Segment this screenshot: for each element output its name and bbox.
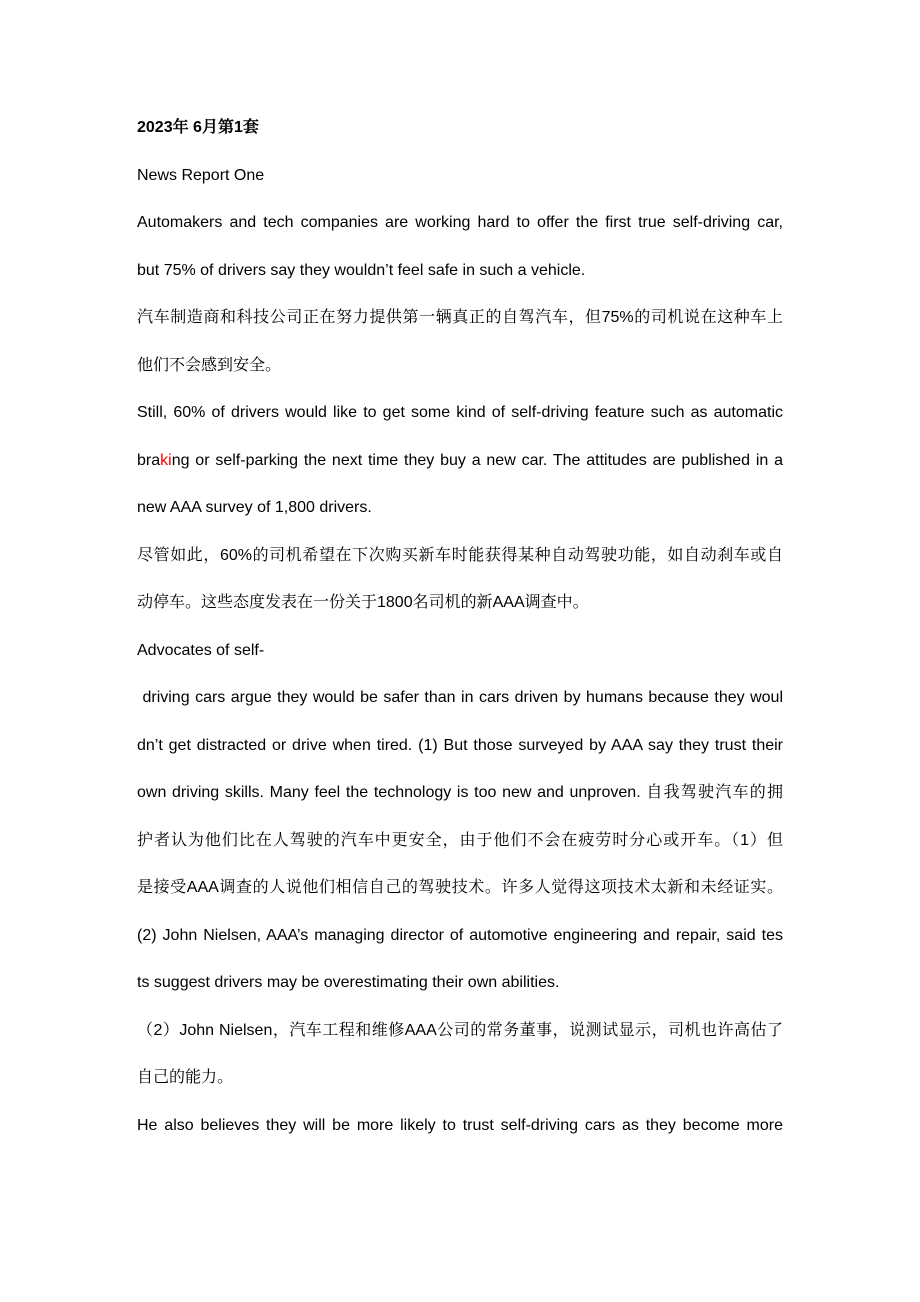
- text-segment: new AAA survey of 1,800 drivers.: [137, 499, 372, 516]
- text-segment: 是接受AAA调查的人说他们相信自己的驾驶技术。许多人觉得这项技术太新和未经证实。: [137, 879, 783, 896]
- text-segment: 他们不会感到安全。: [137, 356, 282, 374]
- text-segment: 护者认为他们比在人驾驶的汽车中更安全，由于他们不会在疲劳时分心或开车。（1）但: [137, 831, 783, 849]
- text-segment: ts suggest drivers may be overestimating their own abilities.: [137, 974, 560, 991]
- text-segment: driving cars argue they would be safer than in cars driven by humans because they woul: [137, 689, 783, 706]
- text-segment: 2023年 6月第1套: [137, 119, 259, 136]
- text-line: [137, 484, 783, 532]
- text-line: [137, 247, 783, 295]
- text-segment: He also believes they will be more likely to trust self-driving cars as they become more: [137, 1116, 783, 1134]
- text-line: [137, 864, 783, 912]
- text-segment: but 75% of drivers say they wouldn’t feel safe in such a vehicle.: [137, 261, 586, 279]
- text-line: [137, 389, 783, 437]
- text-segment: 自己的能力。: [137, 1069, 234, 1086]
- text-line: [137, 627, 783, 675]
- document-title-line: [137, 104, 783, 152]
- text-segment: Automakers and tech companies are working hard to offer the first true self-driving car,: [137, 214, 783, 231]
- text-line: [137, 769, 783, 817]
- text-line: [137, 722, 783, 770]
- text-line: [137, 532, 783, 580]
- text-line: [137, 674, 783, 722]
- text-line: [137, 1054, 783, 1102]
- text-segment: own driving skills. Many feel the technology is too new and unproven. 自我驾驶汽车的拥: [137, 784, 783, 801]
- text-line: [137, 199, 783, 247]
- text-line: [137, 579, 783, 627]
- text-line: [137, 437, 783, 485]
- text-segment: 汽车制造商和科技公司正在努力提供第一辆真正的自驾汽车，但75%的司机说在这种车上: [137, 309, 783, 326]
- text-segment: ng or self-parking the next time they buy a new car. The attitudes are published in a: [171, 451, 783, 469]
- text-line: [137, 294, 783, 342]
- text-line: [137, 1007, 783, 1055]
- document-page: [137, 104, 783, 1149]
- text-segment: bra: [137, 451, 161, 469]
- text-line: [137, 342, 783, 390]
- highlighted-text: ki: [160, 451, 172, 469]
- text-line: [137, 1102, 783, 1150]
- text-segment: 动停车。这些态度发表在一份关于1800名司机的新AAA调查中。: [137, 594, 589, 611]
- text-segment: dn’t get distracted or drive when tired. (1) But those surveyed by AAA say they trust their: [137, 736, 783, 754]
- text-segment: 尽管如此，60%的司机希望在下次购买新车时能获得某种自动驾驶功能，如自动刹车或自: [137, 546, 783, 564]
- text-line: [137, 912, 783, 960]
- text-segment: News Report One: [137, 166, 265, 184]
- text-line: [137, 152, 783, 200]
- text-segment: （2）John Nielsen，汽车工程和维修AAA公司的常务董事，说测试显示，司机也许高估了: [137, 1021, 783, 1039]
- text-segment: Still, 60% of drivers would like to get some kind of self-driving feature such as automatic: [137, 404, 783, 421]
- text-segment: (2) John Nielsen, AAA’s managing director of automotive engineering and repair, said tes: [137, 926, 783, 944]
- text-line: [137, 959, 783, 1007]
- text-line: [137, 817, 783, 865]
- text-segment: Advocates of self-: [137, 641, 265, 659]
